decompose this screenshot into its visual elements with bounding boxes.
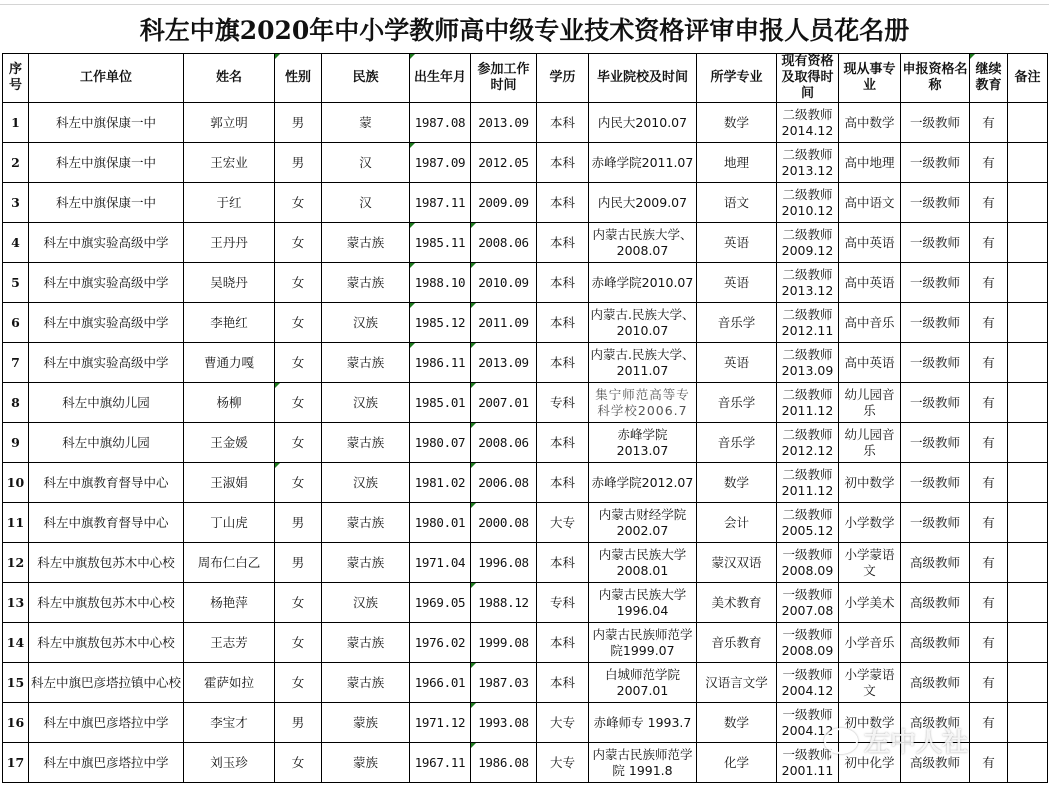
cell-school[interactable]: 内蒙古.民族大学、2011.07 [589, 343, 697, 383]
cell-name[interactable]: 李艳红 [184, 303, 275, 343]
cell-school[interactable]: 赤峰学院2010.07 [589, 263, 697, 303]
cell-current-field[interactable]: 高中数学 [839, 103, 901, 143]
cell-gender[interactable]: 女 [275, 183, 322, 223]
cell-work-start[interactable]: 2007.01 [471, 383, 537, 423]
cell-apply-qual[interactable]: 高级教师 [901, 583, 970, 623]
table-row [3, 343, 1048, 383]
cell-remarks[interactable] [1008, 143, 1048, 183]
cell-cont-edu[interactable]: 有 [970, 703, 1008, 743]
cell-current-qual[interactable]: 二级教师 2005.12 [777, 503, 839, 543]
cell-gender[interactable]: 女 [275, 583, 322, 623]
table-row [3, 583, 1048, 623]
cell-current-field[interactable]: 高中语文 [839, 183, 901, 223]
cell-cont-edu[interactable]: 有 [970, 343, 1008, 383]
cell-school[interactable]: 赤峰学院2012.07 [589, 463, 697, 503]
cell-major[interactable]: 数学 [697, 703, 777, 743]
cell-birth[interactable]: 1971.12 [410, 703, 471, 743]
table-row [3, 663, 1048, 703]
cell-work-start[interactable]: 2012.05 [471, 143, 537, 183]
cell-current-qual[interactable]: 二级教师 2013.12 [777, 143, 839, 183]
cell-apply-qual[interactable]: 一级教师 [901, 423, 970, 463]
cell-current-qual[interactable]: 二级教师 2013.12 [777, 263, 839, 303]
watermark-text: 左中人社 [864, 728, 969, 758]
cell-education[interactable]: 本科 [537, 343, 589, 383]
col-header-cont-edu[interactable]: 继续教育 [970, 54, 1008, 103]
cell-idx[interactable]: 1 [3, 103, 29, 143]
cell-unit[interactable]: 科左中旗保康一中 [29, 143, 184, 183]
cell-school[interactable]: 内蒙古民族大学 2008.01 [589, 543, 697, 583]
cell-gender[interactable]: 男 [275, 703, 322, 743]
cell-idx[interactable]: 12 [3, 543, 29, 583]
cell-birth[interactable]: 1981.02 [410, 463, 471, 503]
cell-gender[interactable]: 女 [275, 383, 322, 423]
cell-apply-qual[interactable]: 一级教师 [901, 263, 970, 303]
cell-apply-qual[interactable]: 一级教师 [901, 183, 970, 223]
table-row [3, 223, 1048, 263]
cell-idx[interactable]: 3 [3, 183, 29, 223]
cell-current-field[interactable]: 初中化学 [839, 743, 901, 783]
cell-school[interactable]: 白城师范学院 2007.01 [589, 663, 697, 703]
col-header-education[interactable]: 学历 [537, 54, 589, 103]
cell-education[interactable]: 本科 [537, 543, 589, 583]
cell-current-field[interactable]: 高中地理 [839, 143, 901, 183]
cell-ethnicity[interactable]: 蒙族 [322, 743, 410, 783]
cell-education[interactable]: 大专 [537, 503, 589, 543]
cell-birth[interactable]: 1971.04 [410, 543, 471, 583]
cell-gender[interactable]: 女 [275, 303, 322, 343]
cell-unit[interactable]: 科左中旗教育督导中心 [29, 503, 184, 543]
cell-apply-qual[interactable]: 一级教师 [901, 223, 970, 263]
cell-current-field[interactable]: 初中数学 [839, 463, 901, 503]
cell-current-qual[interactable]: 二级教师 2013.09 [777, 343, 839, 383]
cell-current-qual[interactable]: 一级教师 2001.11 [777, 743, 839, 783]
cell-birth[interactable]: 1988.10 [410, 263, 471, 303]
cell-apply-qual[interactable]: 高级教师 [901, 743, 970, 783]
cell-unit[interactable]: 科左中旗实验高级中学 [29, 263, 184, 303]
cell-education[interactable]: 大专 [537, 703, 589, 743]
cell-unit[interactable]: 科左中旗实验高级中学 [29, 343, 184, 383]
cell-current-field[interactable]: 高中音乐 [839, 303, 901, 343]
cell-cont-edu[interactable]: 有 [970, 103, 1008, 143]
table-row [3, 463, 1048, 503]
cell-education[interactable]: 本科 [537, 223, 589, 263]
cell-major[interactable]: 数学 [697, 463, 777, 503]
cell-idx[interactable]: 11 [3, 503, 29, 543]
cell-work-start[interactable]: 1993.08 [471, 703, 537, 743]
cell-unit[interactable]: 科左中旗敖包苏木中心校 [29, 543, 184, 583]
cell-remarks[interactable] [1008, 543, 1048, 583]
cell-gender[interactable]: 女 [275, 743, 322, 783]
cell-education[interactable]: 本科 [537, 463, 589, 503]
cell-school[interactable]: 内民大2009.07 [589, 183, 697, 223]
table-row [3, 503, 1048, 543]
table-row [3, 183, 1048, 223]
cell-current-field[interactable]: 小学蒙语文 [839, 663, 901, 703]
cell-current-qual[interactable]: 一级教师 2004.12 [777, 663, 839, 703]
cell-education[interactable]: 本科 [537, 183, 589, 223]
cell-education[interactable]: 本科 [537, 303, 589, 343]
cell-birth[interactable]: 1980.07 [410, 423, 471, 463]
cell-gender[interactable]: 男 [275, 143, 322, 183]
cell-education[interactable]: 本科 [537, 103, 589, 143]
cell-name[interactable]: 王宏业 [184, 143, 275, 183]
cell-unit[interactable]: 科左中旗保康一中 [29, 183, 184, 223]
col-header-current-qual[interactable]: 现有资格及取得时间 [777, 54, 839, 103]
cell-birth[interactable]: 1987.08 [410, 103, 471, 143]
cell-current-field[interactable]: 小学蒙语文 [839, 543, 901, 583]
cell-cont-edu[interactable]: 有 [970, 663, 1008, 703]
cell-current-field[interactable]: 初中数学 [839, 703, 901, 743]
table-row [3, 383, 1048, 423]
cell-school[interactable]: 内蒙古民族师范学院1999.07 [589, 623, 697, 663]
roster-body [3, 103, 1048, 783]
cell-major[interactable]: 英语 [697, 263, 777, 303]
header-row [3, 54, 1048, 103]
cell-idx[interactable]: 6 [3, 303, 29, 343]
cell-current-field[interactable]: 小学数学 [839, 503, 901, 543]
cell-apply-qual[interactable]: 一级教师 [901, 103, 970, 143]
cell-work-start[interactable]: 2006.08 [471, 463, 537, 503]
table-row [3, 623, 1048, 663]
cell-idx[interactable]: 8 [3, 383, 29, 423]
cell-name[interactable]: 丁山虎 [184, 503, 275, 543]
cell-remarks[interactable] [1008, 103, 1048, 143]
cell-unit[interactable]: 科左中旗巴彦塔拉中学 [29, 743, 184, 783]
cell-current-qual[interactable]: 一级教师 2004.12 [777, 703, 839, 743]
cell-idx[interactable]: 10 [3, 463, 29, 503]
cell-ethnicity[interactable]: 蒙古族 [322, 663, 410, 703]
col-header-name[interactable]: 姓名 [184, 54, 275, 103]
cell-remarks[interactable] [1008, 703, 1048, 743]
cell-birth[interactable]: 1966.01 [410, 663, 471, 703]
cell-remarks[interactable] [1008, 463, 1048, 503]
cell-cont-edu[interactable]: 有 [970, 623, 1008, 663]
cell-current-field[interactable]: 幼儿园音乐 [839, 383, 901, 423]
cell-school[interactable]: 赤峰学院2011.07 [589, 143, 697, 183]
cell-current-qual[interactable]: 一级教师 2008.09 [777, 623, 839, 663]
cell-major[interactable]: 英语 [697, 343, 777, 383]
cell-major[interactable]: 会计 [697, 503, 777, 543]
cell-current-field[interactable]: 小学音乐 [839, 623, 901, 663]
cell-idx[interactable]: 5 [3, 263, 29, 303]
cell-school[interactable]: 内蒙古财经学院 2002.07 [589, 503, 697, 543]
cell-idx[interactable]: 13 [3, 583, 29, 623]
cell-major[interactable]: 美术教育 [697, 583, 777, 623]
cell-remarks[interactable] [1008, 583, 1048, 623]
cell-gender[interactable]: 女 [275, 663, 322, 703]
cell-gender[interactable]: 女 [275, 223, 322, 263]
cell-education[interactable]: 本科 [537, 143, 589, 183]
cell-birth[interactable]: 1980.01 [410, 503, 471, 543]
col-header-ethnicity[interactable]: 民族 [322, 54, 410, 103]
cell-birth[interactable]: 1985.11 [410, 223, 471, 263]
cell-major[interactable]: 汉语言文学 [697, 663, 777, 703]
cell-ethnicity[interactable]: 蒙古族 [322, 503, 410, 543]
cell-work-start[interactable]: 2011.09 [471, 303, 537, 343]
cell-ethnicity[interactable]: 汉 [322, 183, 410, 223]
cell-cont-edu[interactable]: 有 [970, 383, 1008, 423]
cell-current-qual[interactable]: 二级教师 2014.12 [777, 103, 839, 143]
cell-cont-edu[interactable]: 有 [970, 583, 1008, 623]
cell-work-start[interactable]: 1987.03 [471, 663, 537, 703]
table-row [3, 543, 1048, 583]
cell-cont-edu[interactable]: 有 [970, 223, 1008, 263]
cell-apply-qual[interactable]: 一级教师 [901, 343, 970, 383]
cell-remarks[interactable] [1008, 743, 1048, 783]
cell-school[interactable]: 内蒙古民族师范学院 1991.8 [589, 743, 697, 783]
cell-major[interactable]: 地理 [697, 143, 777, 183]
cell-apply-qual[interactable]: 一级教师 [901, 463, 970, 503]
cell-name[interactable]: 杨柳 [184, 383, 275, 423]
cell-education[interactable]: 本科 [537, 663, 589, 703]
cell-current-field[interactable]: 高中英语 [839, 343, 901, 383]
cell-name[interactable]: 郭立明 [184, 103, 275, 143]
cell-work-start[interactable]: 2008.06 [471, 223, 537, 263]
cell-gender[interactable]: 男 [275, 103, 322, 143]
cell-apply-qual[interactable]: 一级教师 [901, 303, 970, 343]
cell-school[interactable]: 内蒙古民族大学 1996.04 [589, 583, 697, 623]
cell-ethnicity[interactable]: 汉族 [322, 463, 410, 503]
cell-birth[interactable]: 1986.11 [410, 343, 471, 383]
cell-school[interactable]: 内蒙古民族大学、2008.07 [589, 223, 697, 263]
cell-idx[interactable]: 17 [3, 743, 29, 783]
cell-ethnicity[interactable]: 汉族 [322, 383, 410, 423]
cell-name[interactable]: 刘玉珍 [184, 743, 275, 783]
cell-work-start[interactable]: 1986.08 [471, 743, 537, 783]
cell-ethnicity[interactable]: 汉族 [322, 583, 410, 623]
cell-gender[interactable]: 男 [275, 503, 322, 543]
cell-name[interactable]: 李宝才 [184, 703, 275, 743]
cell-work-start[interactable]: 1996.08 [471, 543, 537, 583]
cell-idx[interactable]: 14 [3, 623, 29, 663]
cell-cont-edu[interactable]: 有 [970, 543, 1008, 583]
cell-unit[interactable]: 科左中旗实验高级中学 [29, 303, 184, 343]
cell-major[interactable]: 音乐学 [697, 383, 777, 423]
col-header-birth[interactable]: 出生年月 [410, 54, 471, 103]
table-row [3, 303, 1048, 343]
col-header-apply-qual[interactable]: 申报资格名称 [901, 54, 970, 103]
cell-major[interactable]: 语文 [697, 183, 777, 223]
cell-major[interactable]: 蒙汉双语 [697, 543, 777, 583]
cell-name[interactable]: 于红 [184, 183, 275, 223]
cell-idx[interactable]: 2 [3, 143, 29, 183]
cell-birth[interactable]: 1987.09 [410, 143, 471, 183]
cell-cont-edu[interactable]: 有 [970, 303, 1008, 343]
cell-ethnicity[interactable]: 蒙古族 [322, 263, 410, 303]
cell-current-field[interactable]: 幼儿园音乐 [839, 423, 901, 463]
cell-work-start[interactable]: 2000.08 [471, 503, 537, 543]
cell-unit[interactable]: 科左中旗敖包苏木中心校 [29, 623, 184, 663]
cell-education[interactable]: 大专 [537, 743, 589, 783]
cell-cont-edu[interactable]: 有 [970, 263, 1008, 303]
cell-unit[interactable]: 科左中旗幼儿园 [29, 423, 184, 463]
cell-school[interactable]: 赤峰师专 1993.7 [589, 703, 697, 743]
cell-birth[interactable]: 1985.12 [410, 303, 471, 343]
cell-idx[interactable]: 15 [3, 663, 29, 703]
sheet-title: 科左中旗2020年中小学教师高中级专业技术资格评审申报人员花名册 [139, 16, 910, 45]
cell-major[interactable]: 化学 [697, 743, 777, 783]
cell-current-qual[interactable]: 一级教师 2007.08 [777, 583, 839, 623]
cell-education[interactable]: 本科 [537, 263, 589, 303]
cell-idx[interactable]: 4 [3, 223, 29, 263]
cell-unit[interactable]: 科左中旗教育督导中心 [29, 463, 184, 503]
cell-remarks[interactable] [1008, 663, 1048, 703]
cell-name[interactable]: 王金媛 [184, 423, 275, 463]
cell-current-qual[interactable]: 二级教师 2011.12 [777, 383, 839, 423]
cell-unit[interactable]: 科左中旗保康一中 [29, 103, 184, 143]
cell-current-qual[interactable]: 一级教师 2008.09 [777, 543, 839, 583]
cell-unit[interactable]: 科左中旗实验高级中学 [29, 223, 184, 263]
table-row [3, 423, 1048, 463]
cell-school[interactable]: 赤峰学院 2013.07 [589, 423, 697, 463]
cell-remarks[interactable] [1008, 423, 1048, 463]
cell-school[interactable]: 内蒙古.民族大学、2010.07 [589, 303, 697, 343]
cell-idx[interactable]: 16 [3, 703, 29, 743]
cell-major[interactable]: 音乐教育 [697, 623, 777, 663]
col-header-gender[interactable]: 性别 [275, 54, 322, 103]
cell-apply-qual[interactable]: 高级教师 [901, 663, 970, 703]
cell-remarks[interactable] [1008, 183, 1048, 223]
cell-school[interactable]: 内民大2010.07 [589, 103, 697, 143]
cell-birth[interactable]: 1967.11 [410, 743, 471, 783]
cell-current-field[interactable]: 小学美术 [839, 583, 901, 623]
roster-table [2, 53, 1048, 783]
cell-apply-qual[interactable]: 高级教师 [901, 543, 970, 583]
cell-name[interactable]: 霍萨如拉 [184, 663, 275, 703]
cell-unit[interactable]: 科左中旗巴彦塔拉中学 [29, 703, 184, 743]
cell-current-qual[interactable]: 二级教师 2012.12 [777, 423, 839, 463]
cell-name[interactable]: 王志芳 [184, 623, 275, 663]
cell-ethnicity[interactable]: 蒙古族 [322, 423, 410, 463]
cell-idx[interactable]: 9 [3, 423, 29, 463]
cell-education[interactable]: 本科 [537, 423, 589, 463]
cell-unit[interactable]: 科左中旗幼儿园 [29, 383, 184, 423]
cell-school[interactable]: 集宁师范高等专科学校2006.7 [589, 383, 697, 423]
table-row [3, 143, 1048, 183]
cell-gender[interactable]: 女 [275, 623, 322, 663]
cell-remarks[interactable] [1008, 303, 1048, 343]
table-row [3, 263, 1048, 303]
cell-ethnicity[interactable]: 蒙古族 [322, 543, 410, 583]
cell-name[interactable]: 杨艳萍 [184, 583, 275, 623]
cell-cont-edu[interactable]: 有 [970, 743, 1008, 783]
cell-ethnicity[interactable]: 蒙古族 [322, 623, 410, 663]
cell-birth[interactable]: 1985.01 [410, 383, 471, 423]
cell-education[interactable]: 专科 [537, 583, 589, 623]
cell-apply-qual[interactable]: 一级教师 [901, 383, 970, 423]
cell-cont-edu[interactable]: 有 [970, 503, 1008, 543]
cell-remarks[interactable] [1008, 343, 1048, 383]
cell-major[interactable]: 音乐学 [697, 303, 777, 343]
cell-current-qual[interactable]: 二级教师 2009.12 [777, 223, 839, 263]
cell-apply-qual[interactable]: 高级教师 [901, 623, 970, 663]
cell-cont-edu[interactable]: 有 [970, 423, 1008, 463]
cell-work-start[interactable]: 2013.09 [471, 343, 537, 383]
cell-gender[interactable]: 女 [275, 463, 322, 503]
cell-ethnicity[interactable]: 蒙族 [322, 703, 410, 743]
cell-name[interactable]: 曹通力嘎 [184, 343, 275, 383]
cell-current-qual[interactable]: 二级教师 2010.12 [777, 183, 839, 223]
cell-work-start[interactable]: 1999.08 [471, 623, 537, 663]
table-row [3, 743, 1048, 783]
cell-remarks[interactable] [1008, 503, 1048, 543]
cell-name[interactable]: 吴晓丹 [184, 263, 275, 303]
col-header-work-start[interactable]: 参加工作时间 [471, 54, 537, 103]
cell-apply-qual[interactable]: 高级教师 [901, 703, 970, 743]
cell-major[interactable]: 数学 [697, 103, 777, 143]
cell-birth[interactable]: 1976.02 [410, 623, 471, 663]
cell-current-qual[interactable]: 二级教师 2012.11 [777, 303, 839, 343]
col-header-major[interactable]: 所学专业 [697, 54, 777, 103]
cell-gender[interactable]: 女 [275, 263, 322, 303]
table-row [3, 103, 1048, 143]
cell-remarks[interactable] [1008, 623, 1048, 663]
cell-remarks[interactable] [1008, 263, 1048, 303]
cell-cont-edu[interactable]: 有 [970, 143, 1008, 183]
cell-major[interactable]: 英语 [697, 223, 777, 263]
cell-education[interactable]: 专科 [537, 383, 589, 423]
cell-ethnicity[interactable]: 蒙 [322, 103, 410, 143]
cell-current-field[interactable]: 高中英语 [839, 223, 901, 263]
cell-work-start[interactable]: 2010.09 [471, 263, 537, 303]
cell-ethnicity[interactable]: 蒙古族 [322, 343, 410, 383]
table-row [3, 703, 1048, 743]
cell-birth[interactable]: 1969.05 [410, 583, 471, 623]
cell-gender[interactable]: 女 [275, 343, 322, 383]
cell-apply-qual[interactable]: 一级教师 [901, 503, 970, 543]
cell-ethnicity[interactable]: 蒙古族 [322, 223, 410, 263]
cell-ethnicity[interactable]: 汉族 [322, 303, 410, 343]
col-header-remarks[interactable]: 备注 [1008, 54, 1048, 103]
cell-major[interactable]: 音乐学 [697, 423, 777, 463]
cell-current-field[interactable]: 高中英语 [839, 263, 901, 303]
cell-gender[interactable]: 女 [275, 423, 322, 463]
cell-unit[interactable]: 科左中旗巴彦塔拉镇中心校 [29, 663, 184, 703]
cell-education[interactable]: 本科 [537, 623, 589, 663]
cell-work-start[interactable]: 2009.09 [471, 183, 537, 223]
cell-current-qual[interactable]: 二级教师 2011.12 [777, 463, 839, 503]
cell-cont-edu[interactable]: 有 [970, 463, 1008, 503]
cell-unit[interactable]: 科左中旗敖包苏木中心校 [29, 583, 184, 623]
col-header-unit[interactable]: 工作单位 [29, 54, 184, 103]
cell-idx[interactable]: 7 [3, 343, 29, 383]
cell-apply-qual[interactable]: 一级教师 [901, 143, 970, 183]
cell-work-start[interactable]: 1988.12 [471, 583, 537, 623]
cell-name[interactable]: 周布仁白乙 [184, 543, 275, 583]
cell-remarks[interactable] [1008, 223, 1048, 263]
cell-work-start[interactable]: 2013.09 [471, 103, 537, 143]
cell-gender[interactable]: 男 [275, 543, 322, 583]
col-header-current-field[interactable]: 现从事专业 [839, 54, 901, 103]
col-header-idx[interactable]: 序号 [3, 54, 29, 103]
cell-remarks[interactable] [1008, 383, 1048, 423]
cell-cont-edu[interactable]: 有 [970, 183, 1008, 223]
col-header-school[interactable]: 毕业院校及时间 [589, 54, 697, 103]
cell-name[interactable]: 王淑娟 [184, 463, 275, 503]
cell-ethnicity[interactable]: 汉 [322, 143, 410, 183]
cell-name[interactable]: 王丹丹 [184, 223, 275, 263]
cell-birth[interactable]: 1987.11 [410, 183, 471, 223]
cell-work-start[interactable]: 2008.06 [471, 423, 537, 463]
